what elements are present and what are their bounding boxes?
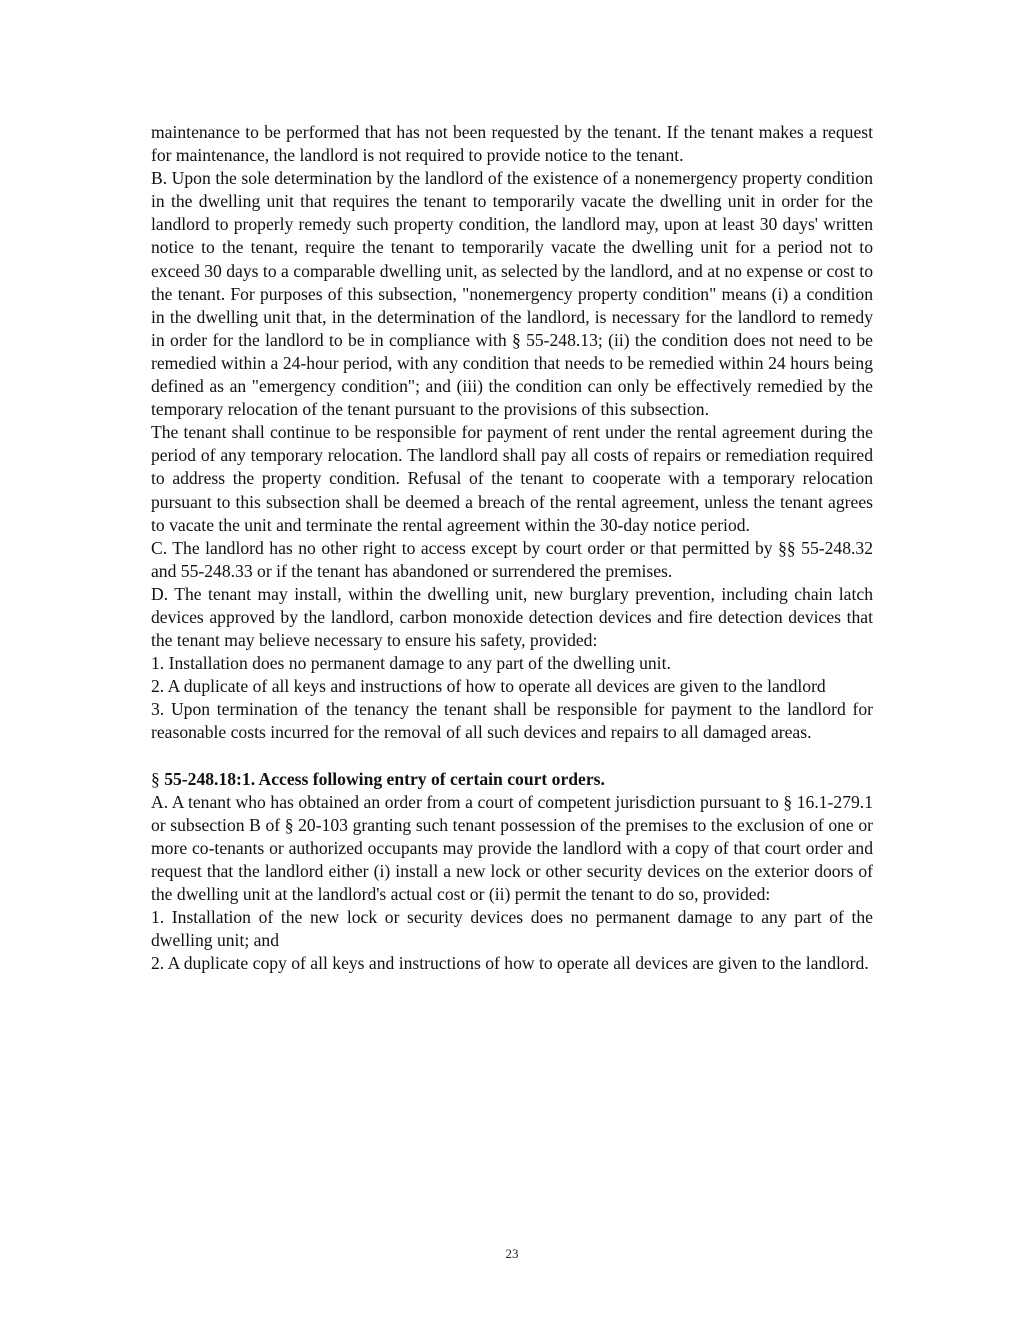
paragraph-spacer <box>151 745 873 768</box>
document-page <box>151 121 873 975</box>
list-item-d2: 2. A duplicate of all keys and instructions of how to operate all devices are given to the landlord <box>151 676 826 697</box>
page-number: 23 <box>505 1246 519 1261</box>
paragraph-subsection-d: D. The tenant may install, within the dwelling unit, new burglary prevention, including chain latch devices approved by the landlord, carbon monoxide detection devices and fire detection devices that the tenant may believe necessary to ensure his safety, provided: <box>151 583 873 651</box>
list-item-a2: 2. A duplicate copy of all keys and instructions of how to operate all devices are given to the landlord. <box>151 953 869 974</box>
paragraph-rent-responsibility: The tenant shall continue to be responsible for payment of rent under the rental agreement during the period of any temporary relocation. The landlord shall pay all costs of repairs or remediation required to address the property condition. Refusal of the tenant to cooperate with a temporary relocation pursuant to this subsection shall be deemed a breach of the rental agreement, unless the tenant agrees to vacate the unit and terminate the rental agreement within the 30-day notice period. <box>151 422 873 535</box>
section-title: 55-248.18:1. Access following entry of certain court orders. <box>164 768 605 789</box>
paragraph-subsection-c: C. The landlord has no other right to access except by court order or that permitted by §§ 55-248.32 and 55-248.33 or if the tenant has abandoned or surrendered the premises. <box>151 537 873 581</box>
paragraph-maintenance-notice: maintenance to be performed that has not been requested by the tenant. If the tenant makes a request for maintenance, the landlord is not required to provide notice to the tenant. <box>151 122 873 166</box>
section-heading <box>151 768 873 791</box>
section-symbol: § <box>151 768 160 789</box>
list-item-a1: 1. Installation of the new lock or security devices does no permanent damage to any part of the dwelling unit; and <box>151 907 873 951</box>
paragraph-subsection-b: B. Upon the sole determination by the landlord of the existence of a nonemergency property condition in the dwelling unit that requires the tenant to temporarily vacate the dwelling unit in order for the landlord to properly remedy such property condition, the landlord may, upon at least 30 days' written notice to the tenant, require the tenant to temporarily vacate the dwelling unit for a period not to exceed 30 days to a comparable dwelling unit, as selected by the landlord, and at no expense or cost to the tenant. For purposes of this subsection, "nonemergency property condition" means (i) a condition in the dwelling unit that, in the determination of the landlord, is necessary for the landlord to remedy in order for the landlord to be in compliance with § 55-248.13; (ii) the condition does not need to be remedied within a 24-hour period, with any condition that needs to be remedied within 24 hours being defined as an "emergency condition"; and (iii) the condition can only be effectively remedied by the temporary relocation of the tenant pursuant to the provisions of this subsection. <box>151 168 873 420</box>
list-item-d1: 1. Installation does no permanent damage to any part of the dwelling unit. <box>151 653 671 674</box>
paragraph-court-order-a: A. A tenant who has obtained an order from a court of competent jurisdiction pursuant to § 16.1-279.1 or subsection B of § 20-103 granting such tenant possession of the premises to the exclusion of one or more co-tenants or authorized occupants may provide the landlord with a copy of that court order and request that the landlord either (i) install a new lock or other security devices on the exterior doors of the dwelling unit at the landlord's actual cost or (ii) permit the tenant to do so, provided: <box>151 791 873 905</box>
list-item-d3: 3. Upon termination of the tenancy the tenant shall be responsible for payment to the landlord for reasonable costs incurred for the removal of all such devices and repairs to all damaged areas. <box>151 699 873 743</box>
